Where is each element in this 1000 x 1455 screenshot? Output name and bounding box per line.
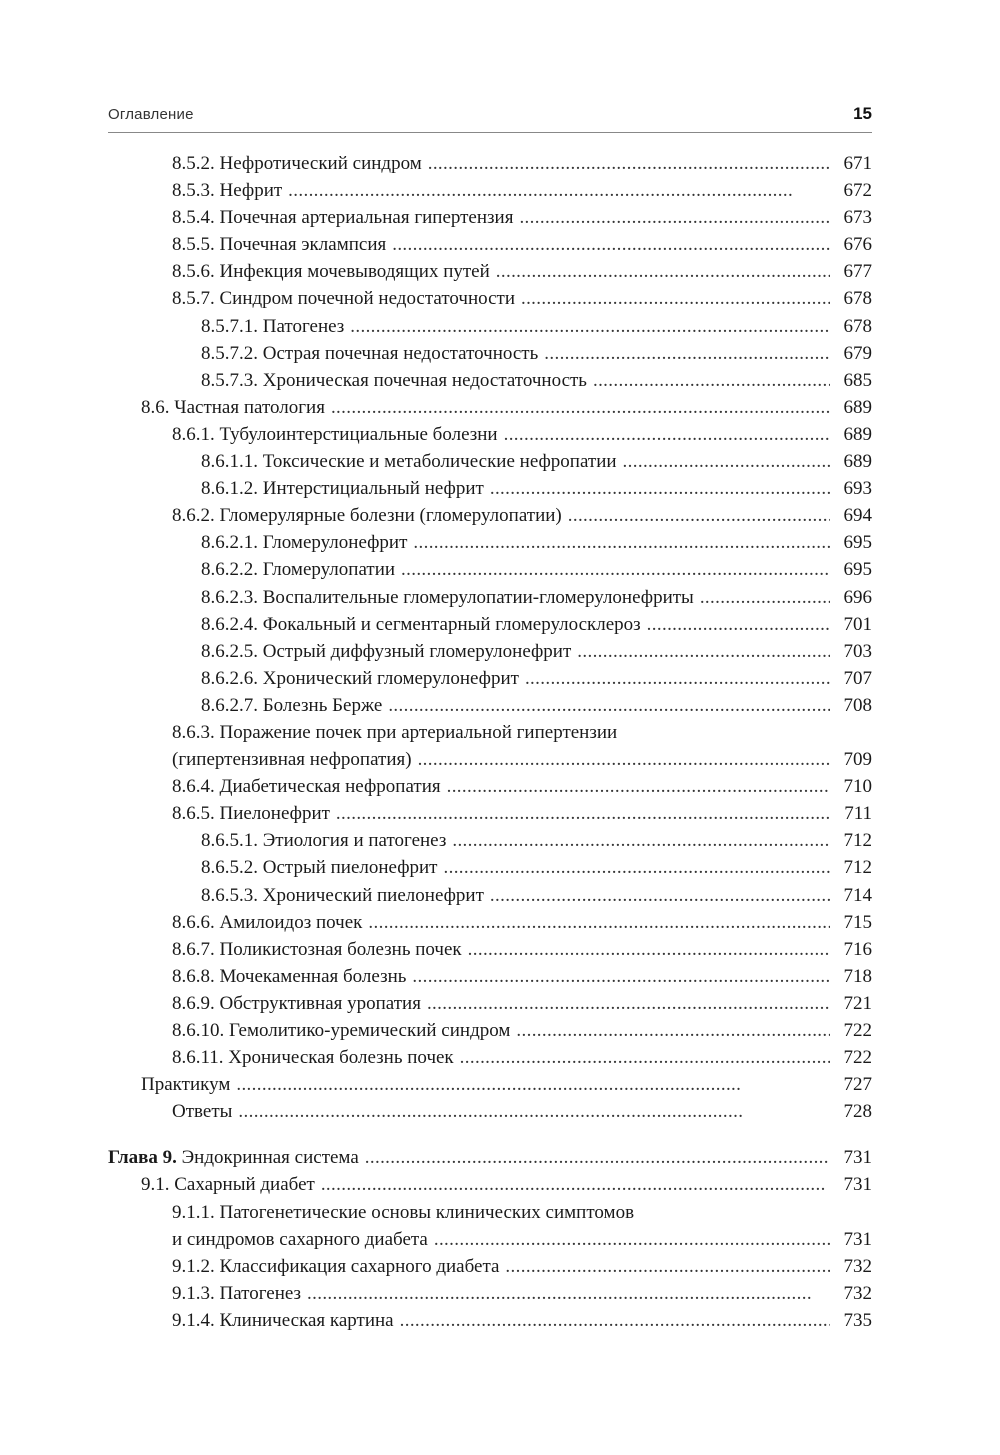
toc-entry-text bbox=[172, 1253, 499, 1280]
toc-entry-number: 8.6.9. bbox=[172, 992, 215, 1014]
toc-entry-page: 728 bbox=[843, 1101, 872, 1123]
dot-leader bbox=[521, 285, 830, 312]
toc-entry-title: Амилоидоз почек bbox=[219, 911, 363, 933]
toc-entry-number: 8.6.2.5. bbox=[201, 640, 258, 662]
dot-leader bbox=[427, 990, 830, 1017]
toc-entry-text bbox=[201, 584, 694, 611]
toc-entry-title: Хроническая почечная недостаточность bbox=[262, 369, 587, 391]
dot-leader bbox=[388, 692, 830, 719]
toc-entry-text bbox=[201, 448, 617, 475]
toc-entry[interactable] bbox=[108, 909, 872, 936]
toc-entry-page: 710 bbox=[843, 776, 872, 798]
toc-entry-number: 8.6.11. bbox=[172, 1047, 224, 1069]
page-number: 15 bbox=[853, 104, 872, 123]
toc-entry-page: 671 bbox=[843, 153, 872, 174]
toc-entry[interactable] bbox=[108, 665, 872, 692]
toc-entry-page: 695 bbox=[843, 559, 872, 581]
toc-entry[interactable] bbox=[108, 1017, 872, 1044]
toc-entry[interactable] bbox=[108, 800, 872, 827]
toc-entry-title: Этиология и патогенез bbox=[262, 830, 447, 852]
toc-entry-page: 678 bbox=[843, 288, 872, 310]
table-of-contents bbox=[108, 150, 872, 1334]
toc-entry-page: 672 bbox=[843, 180, 872, 202]
toc-entry-title: Патогенез bbox=[262, 315, 345, 337]
toc-entry[interactable] bbox=[108, 746, 872, 773]
toc-entry-page: 677 bbox=[843, 261, 872, 283]
toc-entry-number: 8.5.2. bbox=[172, 153, 215, 174]
toc-entry[interactable] bbox=[108, 854, 872, 881]
toc-entry-title: Классификация сахарного диабета bbox=[219, 1255, 500, 1277]
toc-entry[interactable] bbox=[108, 231, 872, 258]
toc-entry-number: 8.5.4. bbox=[172, 207, 215, 229]
toc-entry-text bbox=[201, 882, 484, 909]
toc-entry-text bbox=[172, 1199, 634, 1226]
toc-entry-text bbox=[201, 556, 395, 583]
dot-leader bbox=[516, 1017, 830, 1044]
dot-leader bbox=[413, 529, 830, 556]
toc-entry-text bbox=[172, 1098, 232, 1125]
toc-entry-text bbox=[201, 529, 407, 556]
toc-entry-text bbox=[201, 313, 344, 340]
toc-entry-text bbox=[172, 909, 362, 936]
toc-entry-page: 696 bbox=[843, 586, 872, 608]
toc-entry-title: Сахарный диабет bbox=[174, 1174, 315, 1196]
toc-entry[interactable] bbox=[108, 1044, 872, 1071]
toc-entry-text bbox=[172, 773, 441, 800]
toc-entry-page: 708 bbox=[843, 694, 872, 716]
toc-entry-number: 8.6.1.1. bbox=[201, 451, 258, 473]
dot-leader bbox=[700, 584, 830, 611]
toc-entry-page: 707 bbox=[843, 667, 872, 689]
toc-entry[interactable] bbox=[108, 475, 872, 502]
dot-leader bbox=[505, 1253, 830, 1280]
toc-entry-text bbox=[141, 394, 325, 421]
toc-entry-number: 8.5.7. bbox=[172, 288, 215, 310]
toc-entry[interactable] bbox=[108, 1226, 872, 1253]
toc-entry[interactable] bbox=[108, 502, 872, 529]
toc-entry-title: (гипертензивная нефропатия) bbox=[172, 749, 412, 771]
toc-entry-title: Обструктивная уропатия bbox=[219, 992, 421, 1014]
toc-entry-title: Гемолитико-уремический синдром bbox=[229, 1020, 511, 1041]
toc-entry-text bbox=[141, 1071, 230, 1098]
toc-entry[interactable] bbox=[108, 1199, 872, 1226]
toc-entry-number: 8.6.2.3. bbox=[201, 586, 258, 608]
toc-entry-number: 8.5.7.3. bbox=[201, 369, 258, 391]
toc-entry-title: Гломерулопатии bbox=[262, 559, 396, 581]
toc-entry-number: 8.6.6. bbox=[172, 911, 215, 933]
dot-leader bbox=[400, 1307, 830, 1334]
toc-entry-title: Воспалительные гломерулопатии-гломерулонефриты bbox=[262, 586, 694, 608]
toc-entry-page: 727 bbox=[843, 1074, 872, 1096]
toc-entry[interactable] bbox=[108, 611, 872, 638]
toc-entry-page: 731 bbox=[843, 1228, 872, 1250]
toc-entry-number: 8.6.2.4. bbox=[201, 613, 258, 635]
toc-entry-text bbox=[172, 1280, 301, 1307]
toc-entry[interactable] bbox=[108, 1171, 872, 1198]
dot-leader bbox=[434, 1226, 830, 1253]
toc-entry-text bbox=[172, 936, 462, 963]
toc-entry-text bbox=[141, 1171, 315, 1198]
toc-entry[interactable] bbox=[108, 638, 872, 665]
toc-entry-text bbox=[172, 1017, 510, 1044]
dot-leader bbox=[468, 936, 830, 963]
toc-entry-number: 8.6.5.2. bbox=[201, 857, 258, 879]
toc-entry-page: 685 bbox=[843, 369, 872, 391]
toc-entry-text bbox=[201, 692, 382, 719]
toc-entry-title: Практикум bbox=[141, 1074, 231, 1096]
toc-entry-title: Диабетическая нефропатия bbox=[219, 776, 441, 798]
toc-entry-title: Мочекаменная болезнь bbox=[219, 965, 407, 987]
toc-entry-number: 8.6. bbox=[141, 396, 170, 418]
toc-entry[interactable] bbox=[108, 556, 872, 583]
toc-entry-title: Поражение почек при артериальной гипертензии bbox=[219, 721, 618, 743]
toc-entry[interactable] bbox=[108, 421, 872, 448]
toc-entry-text bbox=[172, 258, 490, 285]
toc-entry[interactable] bbox=[108, 773, 872, 800]
toc-entry-number: 8.5.5. bbox=[172, 234, 215, 256]
dot-leader bbox=[288, 177, 830, 204]
dot-leader bbox=[544, 340, 830, 367]
toc-entry-title: Нефрит bbox=[219, 180, 283, 202]
toc-entry-page: 689 bbox=[843, 423, 872, 445]
toc-entry-number: 8.6.5.1. bbox=[201, 830, 258, 852]
toc-entry-title: Токсические и метаболические нефропатии bbox=[262, 451, 617, 473]
toc-entry-title: Болезнь Берже bbox=[262, 694, 383, 716]
dot-leader bbox=[331, 394, 830, 421]
toc-entry-number: 8.6.5.3. bbox=[201, 884, 258, 906]
toc-entry[interactable] bbox=[108, 882, 872, 909]
toc-entry-text bbox=[172, 421, 498, 448]
toc-entry[interactable] bbox=[108, 367, 872, 394]
toc-entry-page: 722 bbox=[843, 1047, 872, 1069]
toc-entry-number: 8.6.2. bbox=[172, 505, 215, 527]
toc-entry-title: Гломерулярные болезни (гломерулопатии) bbox=[219, 505, 562, 527]
dot-leader bbox=[447, 773, 830, 800]
toc-entry-page: 693 bbox=[843, 478, 872, 500]
toc-entry-page: 694 bbox=[843, 505, 872, 527]
toc-entry[interactable] bbox=[108, 1144, 872, 1171]
toc-entry-page: 731 bbox=[843, 1174, 872, 1196]
dot-leader bbox=[444, 854, 831, 881]
toc-entry-number: 8.6.4. bbox=[172, 776, 215, 798]
dot-leader bbox=[368, 909, 830, 936]
toc-entry-number: 8.6.2.7. bbox=[201, 694, 258, 716]
toc-entry-text bbox=[172, 746, 412, 773]
toc-entry-number: 8.5.7.2. bbox=[201, 342, 258, 364]
toc-entry-text bbox=[172, 1307, 394, 1334]
toc-entry-text bbox=[201, 854, 438, 881]
toc-entry[interactable] bbox=[108, 1253, 872, 1280]
toc-entry[interactable] bbox=[108, 936, 872, 963]
dot-leader bbox=[525, 665, 830, 692]
toc-entry[interactable] bbox=[108, 1280, 872, 1307]
toc-entry[interactable] bbox=[108, 204, 872, 231]
toc-entry-title: Эндокринная система bbox=[181, 1147, 359, 1169]
dot-leader bbox=[307, 1280, 830, 1307]
toc-entry[interactable] bbox=[108, 150, 872, 177]
dot-leader bbox=[401, 556, 830, 583]
toc-entry[interactable] bbox=[108, 529, 872, 556]
toc-entry-text bbox=[172, 800, 330, 827]
toc-entry-page: 731 bbox=[843, 1147, 872, 1169]
running-head bbox=[108, 104, 872, 133]
toc-entry-page: 732 bbox=[843, 1255, 872, 1277]
toc-entry-title: Патогенетические основы клинических симптомов bbox=[219, 1201, 635, 1223]
toc-entry-text bbox=[172, 231, 386, 258]
toc-entry[interactable] bbox=[108, 258, 872, 285]
toc-entry-number: 8.6.5. bbox=[172, 803, 215, 825]
toc-entry-title: Острая почечная недостаточность bbox=[262, 342, 539, 364]
toc-entry-title: Нефротический синдром bbox=[219, 153, 422, 174]
toc-entry-title: Клиническая картина bbox=[219, 1309, 394, 1331]
toc-entry[interactable] bbox=[108, 448, 872, 475]
toc-entry-number: 8.6.2.2. bbox=[201, 559, 258, 581]
toc-entry-number: 9.1.3. bbox=[172, 1282, 215, 1304]
toc-entry[interactable] bbox=[108, 692, 872, 719]
toc-entry-text bbox=[172, 150, 422, 177]
dot-leader bbox=[496, 258, 830, 285]
toc-entry-page: 689 bbox=[843, 451, 872, 473]
toc-entry-text bbox=[172, 990, 421, 1017]
toc-entry-page: 712 bbox=[843, 857, 872, 879]
toc-entry-page: 673 bbox=[843, 207, 872, 229]
toc-entry-text bbox=[172, 719, 617, 746]
toc-entry-text bbox=[201, 340, 538, 367]
toc-entry-title: Фокальный и сегментарный гломерулосклероз bbox=[262, 613, 641, 635]
toc-entry-title: Интерстициальный нефрит bbox=[262, 478, 484, 500]
toc-entry-number: 8.5.3. bbox=[172, 180, 215, 202]
toc-entry-title: и синдромов сахарного диабета bbox=[172, 1228, 428, 1250]
toc-entry-number: 8.5.6. bbox=[172, 261, 215, 283]
toc-entry-number: 8.6.1. bbox=[172, 423, 215, 445]
toc-entry[interactable] bbox=[108, 1098, 872, 1125]
toc-entry-page: 716 bbox=[843, 938, 872, 960]
toc-entry-text bbox=[172, 177, 282, 204]
toc-entry-number: 9.1. bbox=[141, 1174, 170, 1196]
toc-entry-number: 8.6.8. bbox=[172, 965, 215, 987]
toc-entry-page: 689 bbox=[843, 396, 872, 418]
running-head-title: Оглавление bbox=[108, 106, 194, 123]
toc-entry-text bbox=[172, 1226, 428, 1253]
toc-gap bbox=[108, 1125, 872, 1144]
dot-leader bbox=[236, 1071, 830, 1098]
dot-leader bbox=[460, 1044, 830, 1071]
dot-leader bbox=[623, 448, 830, 475]
toc-entry-text bbox=[172, 204, 513, 231]
dot-leader bbox=[504, 421, 830, 448]
toc-entry-title: Хроническая болезнь почек bbox=[228, 1047, 454, 1069]
toc-entry-text bbox=[201, 665, 519, 692]
toc-entry-number: 8.6.7. bbox=[172, 938, 215, 960]
dot-leader bbox=[321, 1171, 830, 1198]
toc-entry[interactable] bbox=[108, 990, 872, 1017]
toc-entry-page: 732 bbox=[843, 1282, 872, 1304]
toc-entry-number: 8.6.2.1. bbox=[201, 532, 258, 554]
toc-entry-page: 712 bbox=[843, 830, 872, 852]
toc-entry-title: Частная патология bbox=[174, 396, 325, 418]
dot-leader bbox=[490, 475, 830, 502]
toc-entry-title: Ответы bbox=[172, 1101, 233, 1123]
toc-entry-title: Острый пиелонефрит bbox=[262, 857, 438, 879]
dot-leader bbox=[568, 502, 830, 529]
toc-entry-page: 695 bbox=[843, 532, 872, 554]
toc-entry-page: 718 bbox=[843, 965, 872, 987]
toc-entry[interactable] bbox=[108, 285, 872, 312]
toc-entry-text bbox=[201, 367, 587, 394]
toc-entry[interactable] bbox=[108, 719, 872, 746]
toc-entry-text bbox=[172, 502, 562, 529]
toc-entry[interactable] bbox=[108, 313, 872, 340]
toc-entry-number: 8.5.7.1. bbox=[201, 315, 258, 337]
toc-entry[interactable] bbox=[108, 963, 872, 990]
dot-leader bbox=[452, 827, 830, 854]
toc-entry-title: Поликистозная болезнь почек bbox=[219, 938, 462, 960]
toc-entry-page: 722 bbox=[843, 1020, 872, 1041]
toc-entry-title: Острый диффузный гломерулонефрит bbox=[262, 640, 572, 662]
toc-entry-page: 678 bbox=[843, 315, 872, 337]
toc-entry-page: 711 bbox=[844, 803, 872, 825]
toc-entry[interactable] bbox=[108, 340, 872, 367]
dot-leader bbox=[350, 313, 830, 340]
toc-entry-page: 721 bbox=[843, 992, 872, 1014]
toc-entry[interactable] bbox=[108, 584, 872, 611]
toc-entry-text bbox=[201, 827, 446, 854]
toc-entry-title: Инфекция мочевыводящих путей bbox=[219, 261, 490, 283]
toc-entry-page: 676 bbox=[843, 234, 872, 256]
dot-leader bbox=[519, 204, 830, 231]
dot-leader bbox=[336, 800, 830, 827]
toc-entry-number: 9.1.2. bbox=[172, 1255, 215, 1277]
toc-entry-number: 8.6.10. bbox=[172, 1020, 225, 1041]
dot-leader bbox=[577, 638, 830, 665]
toc-entry-number: 9.1.1. bbox=[172, 1201, 215, 1223]
toc-entry-title: Почечная артериальная гипертензия bbox=[219, 207, 514, 229]
dot-leader bbox=[392, 231, 830, 258]
dot-leader bbox=[238, 1098, 830, 1125]
toc-entry-text bbox=[201, 611, 641, 638]
dot-leader bbox=[490, 882, 830, 909]
toc-entry-title: Пиелонефрит bbox=[219, 803, 330, 825]
toc-entry-title: Синдром почечной недостаточности bbox=[219, 288, 515, 310]
toc-entry-text bbox=[172, 963, 406, 990]
dot-leader bbox=[365, 1144, 830, 1171]
toc-entry[interactable] bbox=[108, 1071, 872, 1098]
dot-leader bbox=[418, 746, 830, 773]
toc-entry-page: 709 bbox=[843, 749, 872, 771]
toc-entry-text bbox=[201, 638, 571, 665]
toc-entry-number: Глава 9. bbox=[108, 1147, 177, 1169]
toc-entry-text bbox=[172, 1044, 454, 1071]
toc-entry-page: 714 bbox=[843, 884, 872, 906]
toc-entry-page: 715 bbox=[843, 911, 872, 933]
dot-leader bbox=[412, 963, 830, 990]
toc-entry-title: Патогенез bbox=[219, 1282, 302, 1304]
toc-entry-page: 679 bbox=[843, 342, 872, 364]
toc-entry[interactable] bbox=[108, 394, 872, 421]
toc-entry[interactable] bbox=[108, 177, 872, 204]
toc-entry-page: 701 bbox=[843, 613, 872, 635]
toc-entry-text bbox=[172, 285, 515, 312]
dot-leader bbox=[593, 367, 830, 394]
toc-entry[interactable] bbox=[108, 1307, 872, 1334]
toc-entry-number: 9.1.4. bbox=[172, 1309, 215, 1331]
toc-entry-title: Хронический пиелонефрит bbox=[262, 884, 484, 906]
dot-leader bbox=[647, 611, 830, 638]
toc-entry-title: Гломерулонефрит bbox=[262, 532, 408, 554]
toc-entry-number: 8.6.1.2. bbox=[201, 478, 258, 500]
toc-entry-title: Тубулоинтерстициальные болезни bbox=[219, 423, 498, 445]
toc-entry-page: 703 bbox=[843, 640, 872, 662]
toc-entry-number: 8.6.3. bbox=[172, 721, 215, 743]
toc-entry[interactable] bbox=[108, 827, 872, 854]
toc-entry-title: Хронический гломерулонефрит bbox=[262, 667, 519, 689]
toc-entry-page: 735 bbox=[843, 1309, 872, 1331]
toc-entry-number: 8.6.2.6. bbox=[201, 667, 258, 689]
toc-entry-title: Почечная эклампсия bbox=[219, 234, 387, 256]
toc-entry-text bbox=[201, 475, 484, 502]
toc-entry-text bbox=[108, 1144, 359, 1171]
dot-leader bbox=[428, 150, 830, 177]
